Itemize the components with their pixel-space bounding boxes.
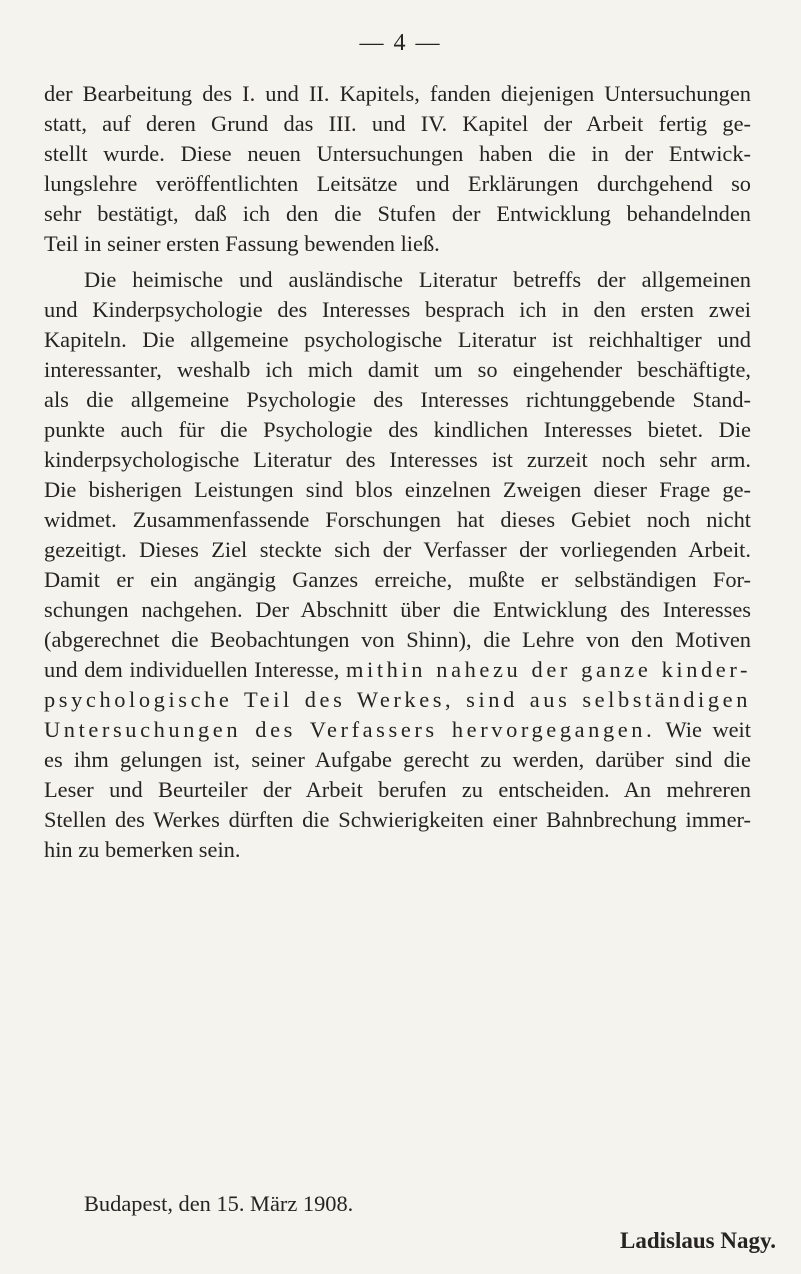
text-line: und Kinderpsychologie des Interesses besprach ich in den ersten zwei xyxy=(44,297,751,322)
text-line: Teil in seiner ersten Fassung bewenden ließ. xyxy=(44,231,440,256)
text-fragment: und dem individuellen Interesse, xyxy=(44,657,340,682)
text-line: stellt wurde. Diese neuen Untersuchungen haben die in der Entwick- xyxy=(44,141,751,166)
text-line: Stellen des Werkes dürften die Schwierigkeiten einer Bahnbrechung immer- xyxy=(44,807,751,832)
text-line: schungen nachgehen. Der Abschnitt über die Entwicklung des Interesses xyxy=(44,597,751,622)
text-line: es ihm gelungen ist, seiner Aufgabe gerecht zu werden, darüber sind die xyxy=(44,747,751,772)
date-line: Budapest, den 15. März 1908. xyxy=(84,1191,354,1216)
spaced-emphasis: mithin nahezu der ganze kinder- xyxy=(346,657,751,682)
text-line: Die heimische und ausländische Literatur betreffs der allgemeinen xyxy=(84,267,751,292)
text-line: (abgerechnet die Beobachtungen von Shinn), die Lehre von den Motiven xyxy=(44,627,751,652)
text-line: Leser und Beurteiler der Arbeit berufen zu entscheiden. An mehreren xyxy=(44,777,751,802)
page-number: — 4 — xyxy=(359,30,442,56)
text-line: sehr bestätigt, daß ich den die Stufen der Entwicklung behandelnden xyxy=(44,201,751,226)
text-line: Kapiteln. Die allgemeine psychologische Literatur ist reichhaltiger und xyxy=(44,327,751,352)
text-line: lungslehre veröffentlichten Leitsätze und Erklärungen durchgehend so xyxy=(44,171,751,196)
text-line: interessanter, weshalb ich mich damit um so eingehender beschäftigte, xyxy=(44,357,751,382)
text-line-mixed xyxy=(44,656,751,684)
author-signature: Ladislaus Nagy. xyxy=(620,1228,776,1253)
text-line: Die bisherigen Leistungen sind blos einzelnen Zweigen dieser Frage ge- xyxy=(44,477,751,502)
text-fragment: Wie weit xyxy=(665,717,751,742)
text-line: punkte auch für die Psychologie des kindlichen Interesses bietet. Die xyxy=(44,417,751,442)
text-line: Damit er ein angängig Ganzes erreiche, mußte er selbständigen For- xyxy=(44,567,751,592)
spaced-emphasis: Untersuchungen des Verfassers hervorgegangen. xyxy=(44,717,656,742)
spaced-emphasis-line: psychologische Teil des Werkes, sind aus selbständigen xyxy=(44,687,751,712)
text-line-mixed xyxy=(44,716,751,744)
text-line: widmet. Zusammenfassende Forschungen hat dieses Gebiet noch nicht xyxy=(44,507,751,532)
text-line: gezeitigt. Dieses Ziel steckte sich der Verfasser der vorliegenden Arbeit. xyxy=(44,537,751,562)
text-line: der Bearbeitung des I. und II. Kapitels, fanden diejenigen Untersuchungen xyxy=(44,81,751,106)
text-line: statt, auf deren Grund das III. und IV. Kapitel der Arbeit fertig ge- xyxy=(44,111,751,136)
text-line: hin zu bemerken sein. xyxy=(44,837,241,862)
text-line: kinderpsychologische Literatur des Interesses ist zurzeit noch sehr arm. xyxy=(44,447,751,472)
text-line: als die allgemeine Psychologie des Interesses richtunggebende Stand- xyxy=(44,387,751,412)
